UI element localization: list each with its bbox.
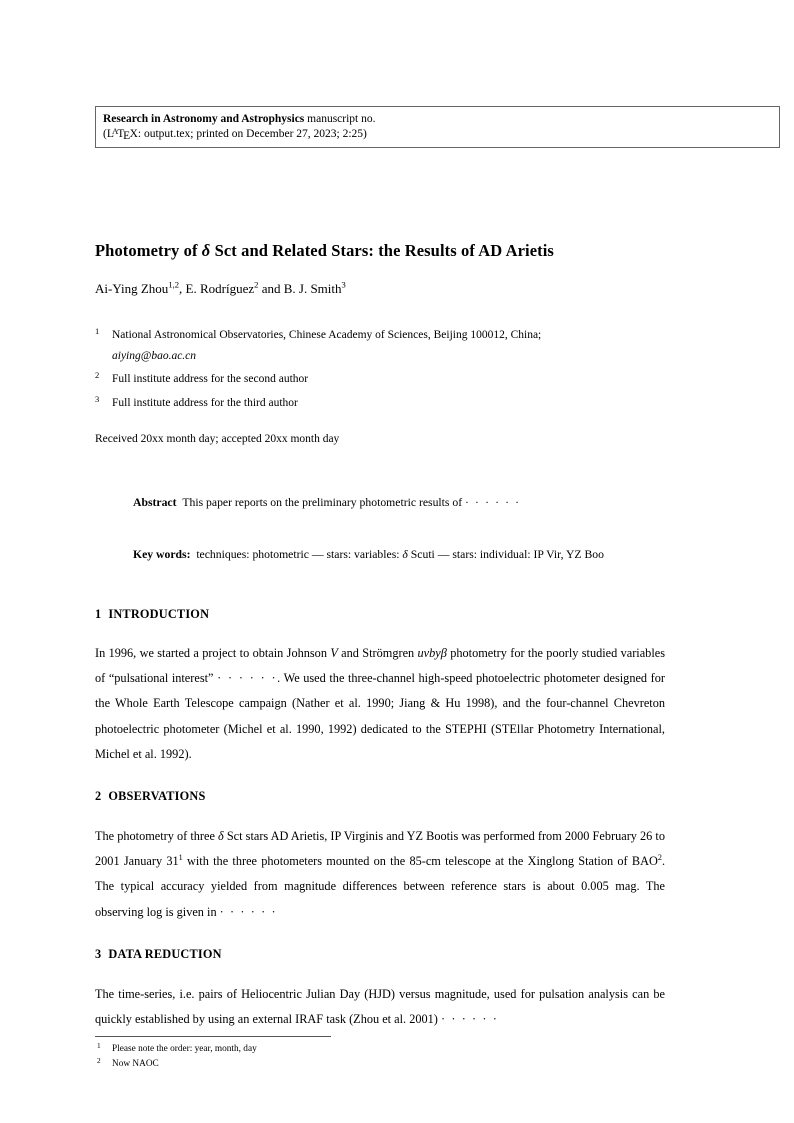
abstract-label: Abstract	[133, 496, 177, 509]
section-paragraph-data-reduction	[95, 982, 665, 1032]
footnote-text: Now NAOC	[112, 1059, 159, 1070]
footnote-item	[95, 1057, 595, 1072]
footnote-text: Please note the order: year, month, day	[112, 1044, 257, 1054]
running-header-box	[95, 106, 780, 148]
abstract-block	[133, 492, 629, 567]
abstract-text: This paper reports on the preliminary photometric results of	[182, 496, 463, 509]
section-heading-introduction	[95, 607, 695, 622]
obs-text-3: with the three photometers mounted on the 85-cm telescope at the Xinglong Station of BAO	[182, 854, 658, 869]
datared-text-1: The time-series, i.e. pairs of Heliocentric Julian Day (HJD) versus magnitude, used for pulsation analysis can be quickly established by using an external IRAF task (Zhou et al. 2001)	[95, 987, 665, 1027]
footnote-number: 1	[97, 1041, 101, 1051]
footnote-marker-2[interactable]: 2	[657, 853, 662, 863]
latex-x: X	[129, 127, 138, 140]
affiliation-item	[95, 371, 695, 388]
footnote-separator-rule	[95, 1036, 331, 1037]
footnote-list	[95, 1042, 595, 1072]
section-title: INTRODUCTION	[108, 607, 210, 621]
header-journal-line	[103, 112, 772, 127]
math-symbol-uvbybeta: uvbyβ	[417, 646, 447, 660]
affiliation-text: National Astronomical Observatories, Chinese Academy of Sciences, Beijing 100012, China;	[112, 329, 542, 341]
author-1-name: Ai-Ying Zhou	[95, 281, 169, 296]
journal-name: Research in Astronomy and Astrophysics	[103, 113, 305, 125]
page-title	[95, 241, 695, 262]
affiliation-marker: 3	[95, 393, 100, 404]
affiliation-item	[95, 327, 695, 344]
affiliation-marker: 2	[95, 369, 100, 380]
obs-delta-symbol: δ	[218, 829, 224, 843]
latex-logo	[103, 125, 138, 143]
obs-text-4: . The typical accuracy yielded from magnitude differences between reference stars is about 0.005 mag. The observing log is given in	[95, 854, 666, 919]
author-3-name: B. J. Smith	[283, 281, 342, 296]
title-part-1: Photometry of	[95, 241, 202, 261]
obs-text-1: The photometry of three	[95, 829, 219, 843]
author-email[interactable]: aiying@bao.ac.cn	[112, 349, 197, 362]
abstract-ellipsis: · · · · · ·	[465, 496, 521, 509]
received-accepted-line: Received 20xx month day; accepted 20xx month day	[95, 433, 340, 445]
datared-ellipsis: · · · · · ·	[440, 1012, 499, 1027]
affiliation-list	[95, 327, 695, 419]
section-number: 2	[95, 789, 102, 803]
author-2-affiliation-marker: 2	[254, 279, 259, 290]
author-1-affiliation-marker: 1,2	[168, 279, 180, 290]
section-title: OBSERVATIONS	[108, 789, 206, 803]
footnote-marker-1[interactable]: 1	[178, 853, 183, 863]
latex-a: A	[111, 125, 119, 136]
section-paragraph-observations	[95, 824, 665, 925]
affiliation-text: Full institute address for the third author	[112, 397, 298, 410]
section-number: 1	[95, 607, 102, 621]
author-separator-2: and	[258, 281, 284, 296]
manuscript-no-label: manuscript no.	[307, 113, 376, 125]
footnote-item	[95, 1042, 595, 1057]
section-heading-data-reduction	[95, 947, 695, 962]
latex-rest: : output.tex; printed on December 27, 2023; 2:25)	[137, 127, 367, 140]
intro-text-2: and Strömgren	[337, 646, 418, 660]
title-delta-symbol: δ	[201, 241, 211, 261]
header-latex-line	[103, 127, 772, 142]
abstract-paragraph	[133, 492, 629, 515]
author-3-affiliation-marker: 3	[341, 279, 346, 290]
math-symbol-v: V	[330, 646, 338, 660]
keywords-post: Scuti — stars: individual: IP Vir, YZ Boo	[407, 547, 604, 561]
section-title: DATA REDUCTION	[108, 947, 222, 961]
footnote-number: 2	[97, 1056, 101, 1066]
author-list	[95, 281, 695, 298]
affiliation-item	[95, 395, 695, 412]
obs-ellipsis: · · · · · ·	[219, 904, 278, 919]
title-part-2: Sct and Related Stars: the Results of AD Arietis	[210, 241, 554, 261]
section-paragraph-introduction	[95, 641, 665, 767]
keywords-label: Key words:	[133, 547, 191, 561]
affiliation-marker: 1	[95, 325, 100, 336]
affiliation-text: Full institute address for the second author	[112, 373, 309, 386]
author-separator-1: ,	[179, 281, 186, 296]
intro-text-1: In 1996, we started a project to obtain Johnson	[95, 646, 331, 660]
section-heading-observations	[95, 789, 695, 804]
intro-text-3: photometry for the poorly studied variables of “pulsational interest”	[95, 646, 665, 686]
keywords-pre: techniques: photometric — stars: variables:	[196, 547, 403, 561]
intro-text-4: . We used the three-channel high-speed photoelectric photometer designed for the Whole Earth Telescope campaign (Nather et al. 1990; Jiang & Hu 1998), and the four-channel Chevreton photoelectric photometer (Michel et al. 1990, 1992) dedicated to the STEPHI (STEllar Photometry International, Michel et al. 1992).	[95, 671, 665, 761]
obs-text-2: Sct stars AD Arietis, IP Virginis and YZ Bootis was performed from 2000 February 26 to 2001 January 31	[95, 829, 665, 869]
latex-prefix: (L	[103, 127, 114, 140]
keywords-paragraph	[133, 544, 629, 567]
intro-ellipsis: · · · · · ·	[217, 671, 278, 686]
author-2-name: E. Rodríguez	[185, 281, 255, 296]
latex-e: E	[123, 130, 131, 143]
latex-t: T	[117, 127, 125, 140]
keywords-delta-symbol: δ	[402, 547, 408, 561]
section-number: 3	[95, 947, 102, 961]
